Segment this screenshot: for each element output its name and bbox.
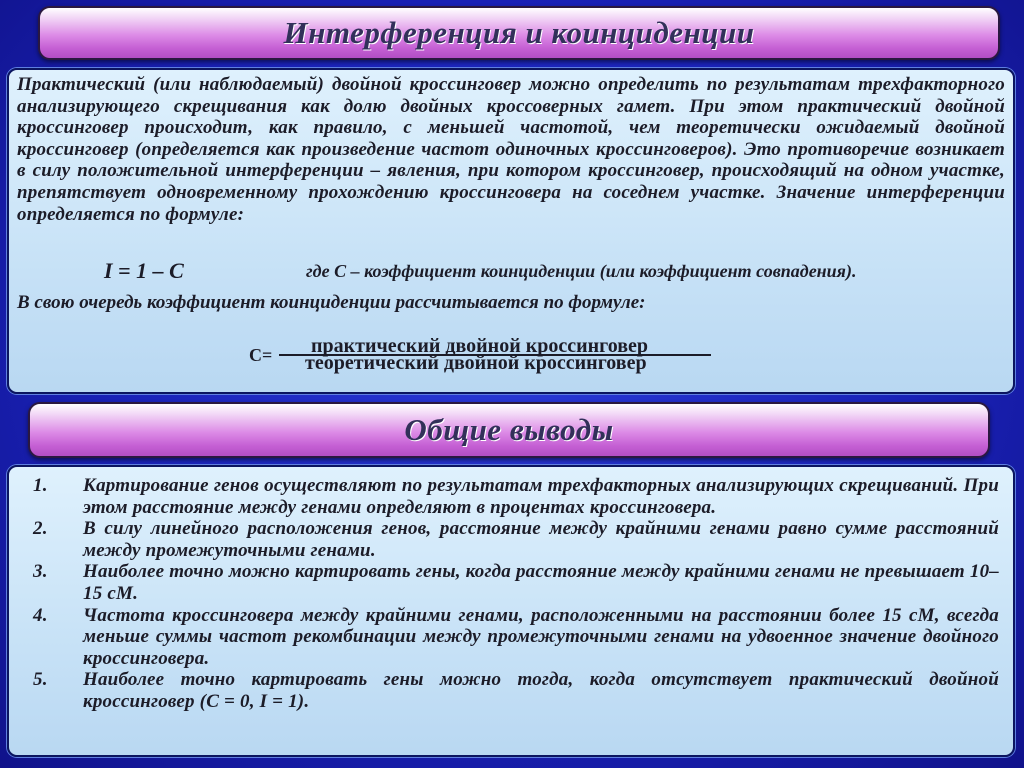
coincidence-intro: В свою очередь коэффициент коинциденции рассчитывается по формуле:	[17, 292, 646, 313]
list-item-text: Картирование генов осуществляют по результатам трехфакторных анализирующих скрещиваний. При этом расстояние между генами определяют в процентах кроссинговера.	[83, 475, 999, 518]
list-item-number: 3.	[33, 561, 48, 583]
list-item	[9, 605, 1013, 670]
list-item-number: 1.	[33, 475, 48, 496]
conclusions-title: Общие выводы	[404, 412, 614, 447]
conclusions-panel	[7, 465, 1015, 757]
section-title-banner	[38, 6, 1000, 60]
fraction-label: С=	[249, 345, 273, 365]
list-item-text: Наиболее точно картировать гены можно тогда, когда отсутствует практический двойной кроссинговер (С = 0, I = 1).	[83, 669, 999, 712]
fraction-numerator: практический двойной кроссинговер	[311, 335, 649, 357]
list-item-number: 2.	[33, 518, 48, 540]
interference-paragraph: Практический (или наблюдаемый) двойной кроссинговер можно определить по результатам трехфакторного анализирующего скрещивания как долю двойных кроссоверных гамет. При этом практический двойной кроссинговер происходит, как правило, с меньшей частотой, чем теоретически ожидаемый двойной кроссинговер (определяется как произведение частот одиночных кроссинговеров). Это противоречие возникает в силу положительной интерференции – явления, при котором кроссинговер, происходящий на одном участке, препятствует одновременному прохождению кроссинговера на соседнем участке. Значение интерференции определяется по формуле:	[17, 74, 1005, 225]
list-item	[9, 518, 1013, 561]
section-title: Интерференция и коинциденции	[283, 15, 755, 50]
formula-explanation: где С – коэффициент коинциденции (или коэффициент совпадения).	[306, 261, 857, 281]
list-item-text: Частота кроссинговера между крайними генами, расположенными на расстоянии более 15 сМ, всегда меньше суммы частот рекомбинации между промежуточными генами на удвоенное значение двойного кроссинговера.	[83, 604, 999, 669]
conclusions-list	[9, 475, 1013, 713]
list-item-number: 5.	[33, 669, 48, 691]
conclusions-title-banner	[28, 402, 990, 458]
interference-formula: I = 1 – C	[104, 258, 184, 283]
fraction-denominator: теоретический двойной кроссинговер	[305, 352, 647, 374]
list-item	[9, 669, 1013, 712]
list-item-number: 4.	[33, 604, 48, 626]
list-item-text: В силу линейного расположения генов, расстояние между крайними генами равно сумме расстояний между промежуточными генами.	[83, 518, 999, 561]
list-item	[9, 561, 1013, 604]
interference-panel	[7, 68, 1015, 394]
list-item-text: Наиболее точно можно картировать гены, когда расстояние между крайними генами не превышает 10–15 сМ.	[83, 561, 999, 604]
coincidence-formula	[249, 335, 729, 378]
list-item	[9, 475, 1013, 518]
